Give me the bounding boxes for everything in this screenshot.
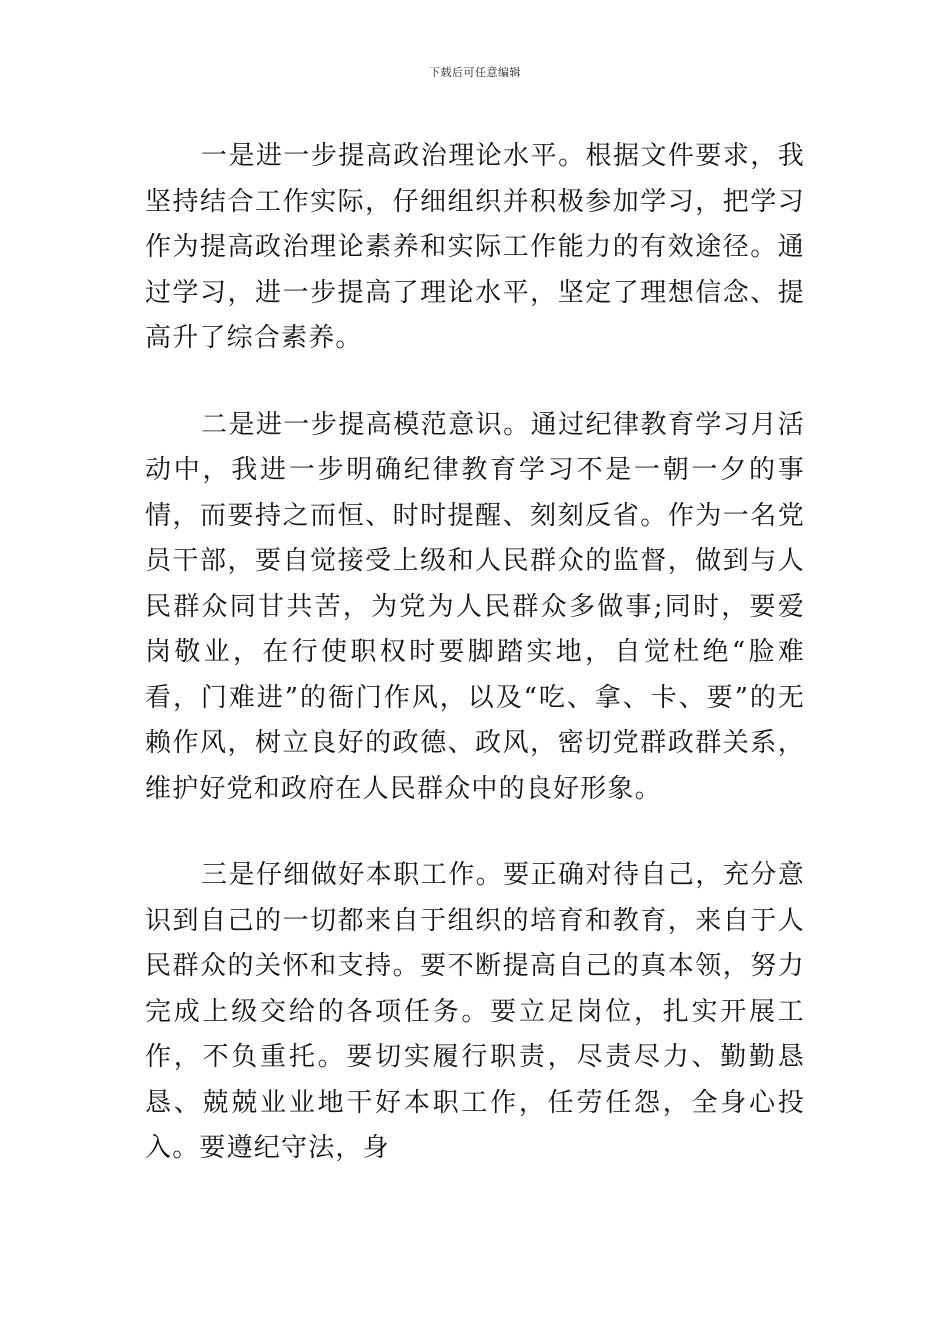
paragraph-3: 三是仔细做好本职工作。要正确对待自己，充分意识到自己的一切都来自于组织的培育和教育，来自于人民群众的关怀和支持。要不断提高自己的真本领，努力完成上级交给的各项任务。要立足岗位，扎实开展工作，不负重托。要切实履行职责，尽责尽力、勤勤恳恳、兢兢业业地干好本职工作，任劳任怨，全身心投入。要遵纪守法，身 [145,860,805,1163]
paragraph-2: 二是进一步提高模范意识。通过纪律教育学习月活动中，我进一步明确纪律教育学习不是一朝一夕的事情，而要持之而恒、时时提醒、刻刻反省。作为一名党员干部，要自觉接受上级和人民群众的监督，做到与人民群众同甘共苦，为党为人民群众多做事;同时，要爱岗敬业，在行使职权时要脚踏实地，自觉杜绝“脸难看，门难进”的衙门作风，以及“吃、拿、卡、要”的无赖作风，树立良好的政德、政风，密切党群政群关系，维护好党和政府在人民群众中的良好形象。 [145,409,805,804]
page-header: 下载后可任意编辑 [429,66,521,79]
document-body [145,134,805,1213]
paragraph-1: 一是进一步提高政治理论水平。根据文件要求，我坚持结合工作实际，仔细组织并积极参加学习，把学习作为提高政治理论素养和实际工作能力的有效途径。通过学习，进一步提高了理论水平，坚定了理想信念、提高升了综合素养。 [145,141,805,353]
